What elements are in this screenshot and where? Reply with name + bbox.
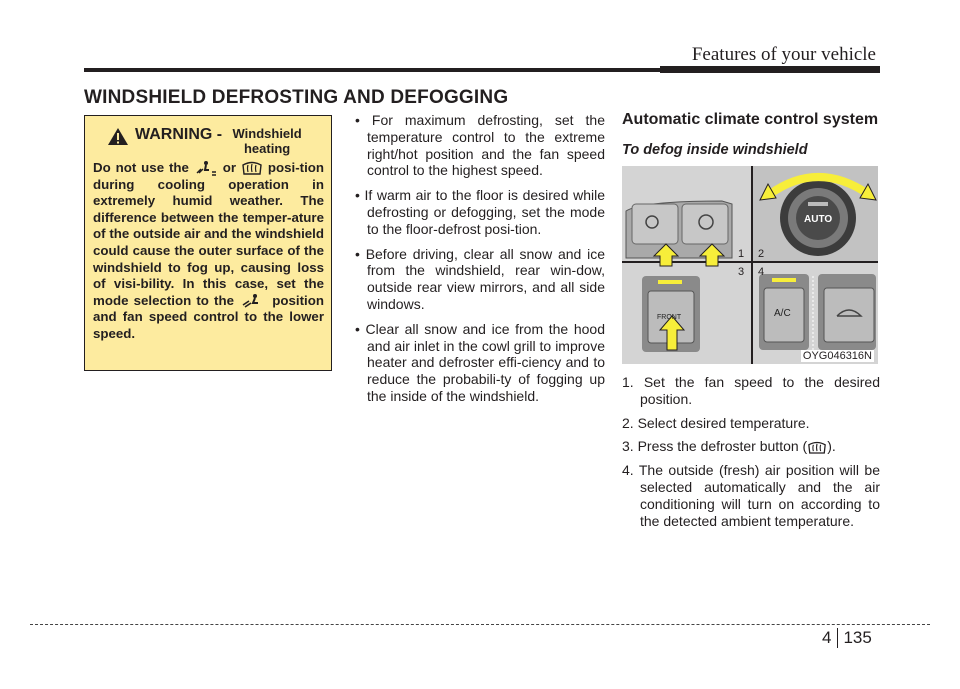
list-item: • For maximum defrosting, set the temperature control to the extreme right/hot position and the fan speed control to the highest speed. xyxy=(355,112,605,179)
figure-illustration xyxy=(622,166,878,364)
list-item: • If warm air to the floor is desired while defrosting or defogging, set the mode to the floor-defrost posi-tion. xyxy=(355,187,605,237)
header-rule-accent xyxy=(660,66,880,73)
header-title: Features of your vehicle xyxy=(691,44,876,65)
bullet-list xyxy=(355,112,605,413)
auto-button-label: AUTO xyxy=(804,214,833,225)
list-item: • Before driving, clear all snow and ice from the windshield, rear win-dow, outside rear view mirrors, and all side windows. xyxy=(355,245,605,312)
subsection-heading: Automatic climate control system xyxy=(622,111,879,128)
warning-text-part-4: position and fan speed control to the lower speed. xyxy=(93,292,324,341)
footer-rule xyxy=(30,624,930,625)
right-column xyxy=(622,112,880,536)
page-number-value: 135 xyxy=(843,628,872,647)
front-defrost-label: FRONT xyxy=(657,314,682,321)
figure-code: OYG046316N xyxy=(802,350,872,362)
climate-control-figure xyxy=(622,166,878,364)
panel-number-4: 4 xyxy=(758,266,765,278)
panel-number-3: 3 xyxy=(738,266,745,278)
steps-list xyxy=(622,374,880,529)
warning-text xyxy=(93,160,324,343)
list-item: • Clear all snow and ice from the hood and air inlet in the cowl grill to improve heater and defroster effi-ciency and to reduce the probabili-ty of fogging up the inside of the windshield. xyxy=(355,320,606,404)
defrost-icon xyxy=(241,160,263,176)
warning-text-part-1: Do not use the xyxy=(93,160,189,175)
warning-text-part-3: posi-tion during cooling operation in extremely humid weather. The difference between the temper-ature of the outside air and the windshield could cause the outer surface of the windshield to fog up, causing loss of visi-bility. In this case, set the mode selection to the xyxy=(93,160,325,308)
panel-number-2: 2 xyxy=(758,248,765,260)
warning-header xyxy=(107,126,324,156)
section-title: WINDSHIELD DEFROSTING AND DEFOGGING xyxy=(84,87,509,108)
panel-number-1: 1 xyxy=(738,248,745,260)
step-item: 4. The outside (fresh) air position will be selected automatically and the air conditioning will turn on according to the detected ambient temperature. xyxy=(622,462,880,529)
warning-text-part-2: or xyxy=(222,160,237,175)
subsection-subheading: To defog inside windshield xyxy=(622,142,808,158)
step-item: 1. Set the fan speed to the desired position. xyxy=(622,374,880,407)
floor-mode-icon xyxy=(239,293,267,309)
warning-subtitle: Windshield heating xyxy=(232,126,302,156)
warning-box xyxy=(84,115,332,371)
warning-label: WARNING - xyxy=(135,126,223,143)
chapter-number: 4 xyxy=(822,628,838,648)
ac-button-label: A/C xyxy=(774,308,791,319)
warning-triangle-icon xyxy=(107,127,129,146)
step-item: 2. Select desired temperature. xyxy=(622,414,810,431)
floor-defrost-icon xyxy=(194,160,218,176)
step-item: 3. Press the defroster button ( ). xyxy=(622,438,836,455)
page-number xyxy=(822,628,872,648)
defrost-icon xyxy=(807,440,827,455)
